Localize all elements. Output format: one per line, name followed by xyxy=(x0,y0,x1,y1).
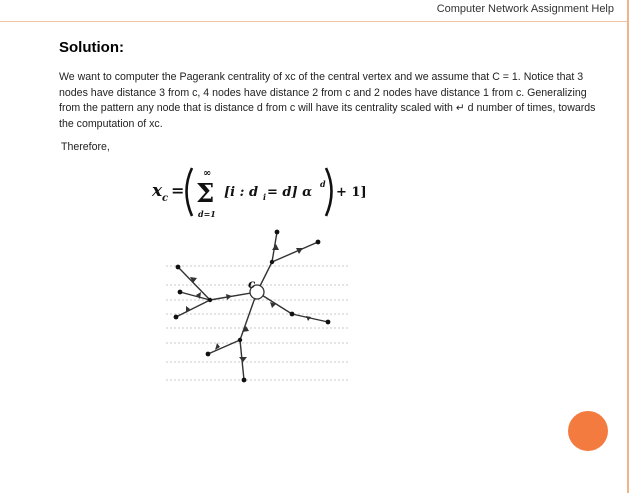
graph-node xyxy=(270,260,274,264)
formula-bracket-content: [i : d xyxy=(224,185,259,200)
graph-node xyxy=(316,240,321,245)
graph-node xyxy=(275,230,280,235)
graph-edges xyxy=(176,232,328,380)
paragraph-text: We want to computer the Pagerank centrality of xc of the central vertex and we assume that C = 1. Notice that 3 nodes have distance 3 from c, 4 nodes have distance 2 from c and 2 nodes have distance 1 from c. Generalizing from the pattern any node that is distance d from c will have its centrality scaled with ↵ d number of times, towards the computation of xc. xyxy=(59,71,596,130)
centrality-formula xyxy=(148,160,367,222)
header-title: Computer Network Assignment Help xyxy=(436,3,614,15)
formula-tail: + 1] xyxy=(336,185,367,200)
graph-node xyxy=(242,378,247,383)
formula-bracket-sub: i xyxy=(263,192,267,202)
formula-equals: = xyxy=(171,181,185,200)
formula-right-paren xyxy=(326,168,332,216)
right-border-rule xyxy=(627,0,629,493)
formula-left-paren xyxy=(187,168,193,216)
graph-node xyxy=(178,290,183,295)
network-graph xyxy=(160,222,360,388)
graph-node xyxy=(174,315,179,320)
graph-node xyxy=(206,352,211,357)
formula-sigma: Σ xyxy=(196,179,215,209)
header-divider xyxy=(0,21,629,22)
graph-center-label: c xyxy=(248,277,256,291)
graph-node xyxy=(208,298,212,302)
graph-node xyxy=(290,312,295,317)
therefore-label: Therefore, xyxy=(61,141,110,153)
graph-node xyxy=(176,265,181,270)
formula-lhs: x xyxy=(152,181,163,201)
body-paragraph xyxy=(59,70,599,132)
formula-sum-upper: ∞ xyxy=(203,168,212,179)
decorative-orange-circle xyxy=(568,411,608,451)
formula-lhs-sub: c xyxy=(162,193,169,204)
formula-alpha-sup: d xyxy=(320,179,326,189)
slide-title: Solution: xyxy=(59,39,124,56)
formula-sum-lower: d=1 xyxy=(198,209,216,219)
formula-bracket-rest: = d] α xyxy=(267,185,313,200)
graph-node xyxy=(238,338,242,342)
graph-node xyxy=(326,320,331,325)
